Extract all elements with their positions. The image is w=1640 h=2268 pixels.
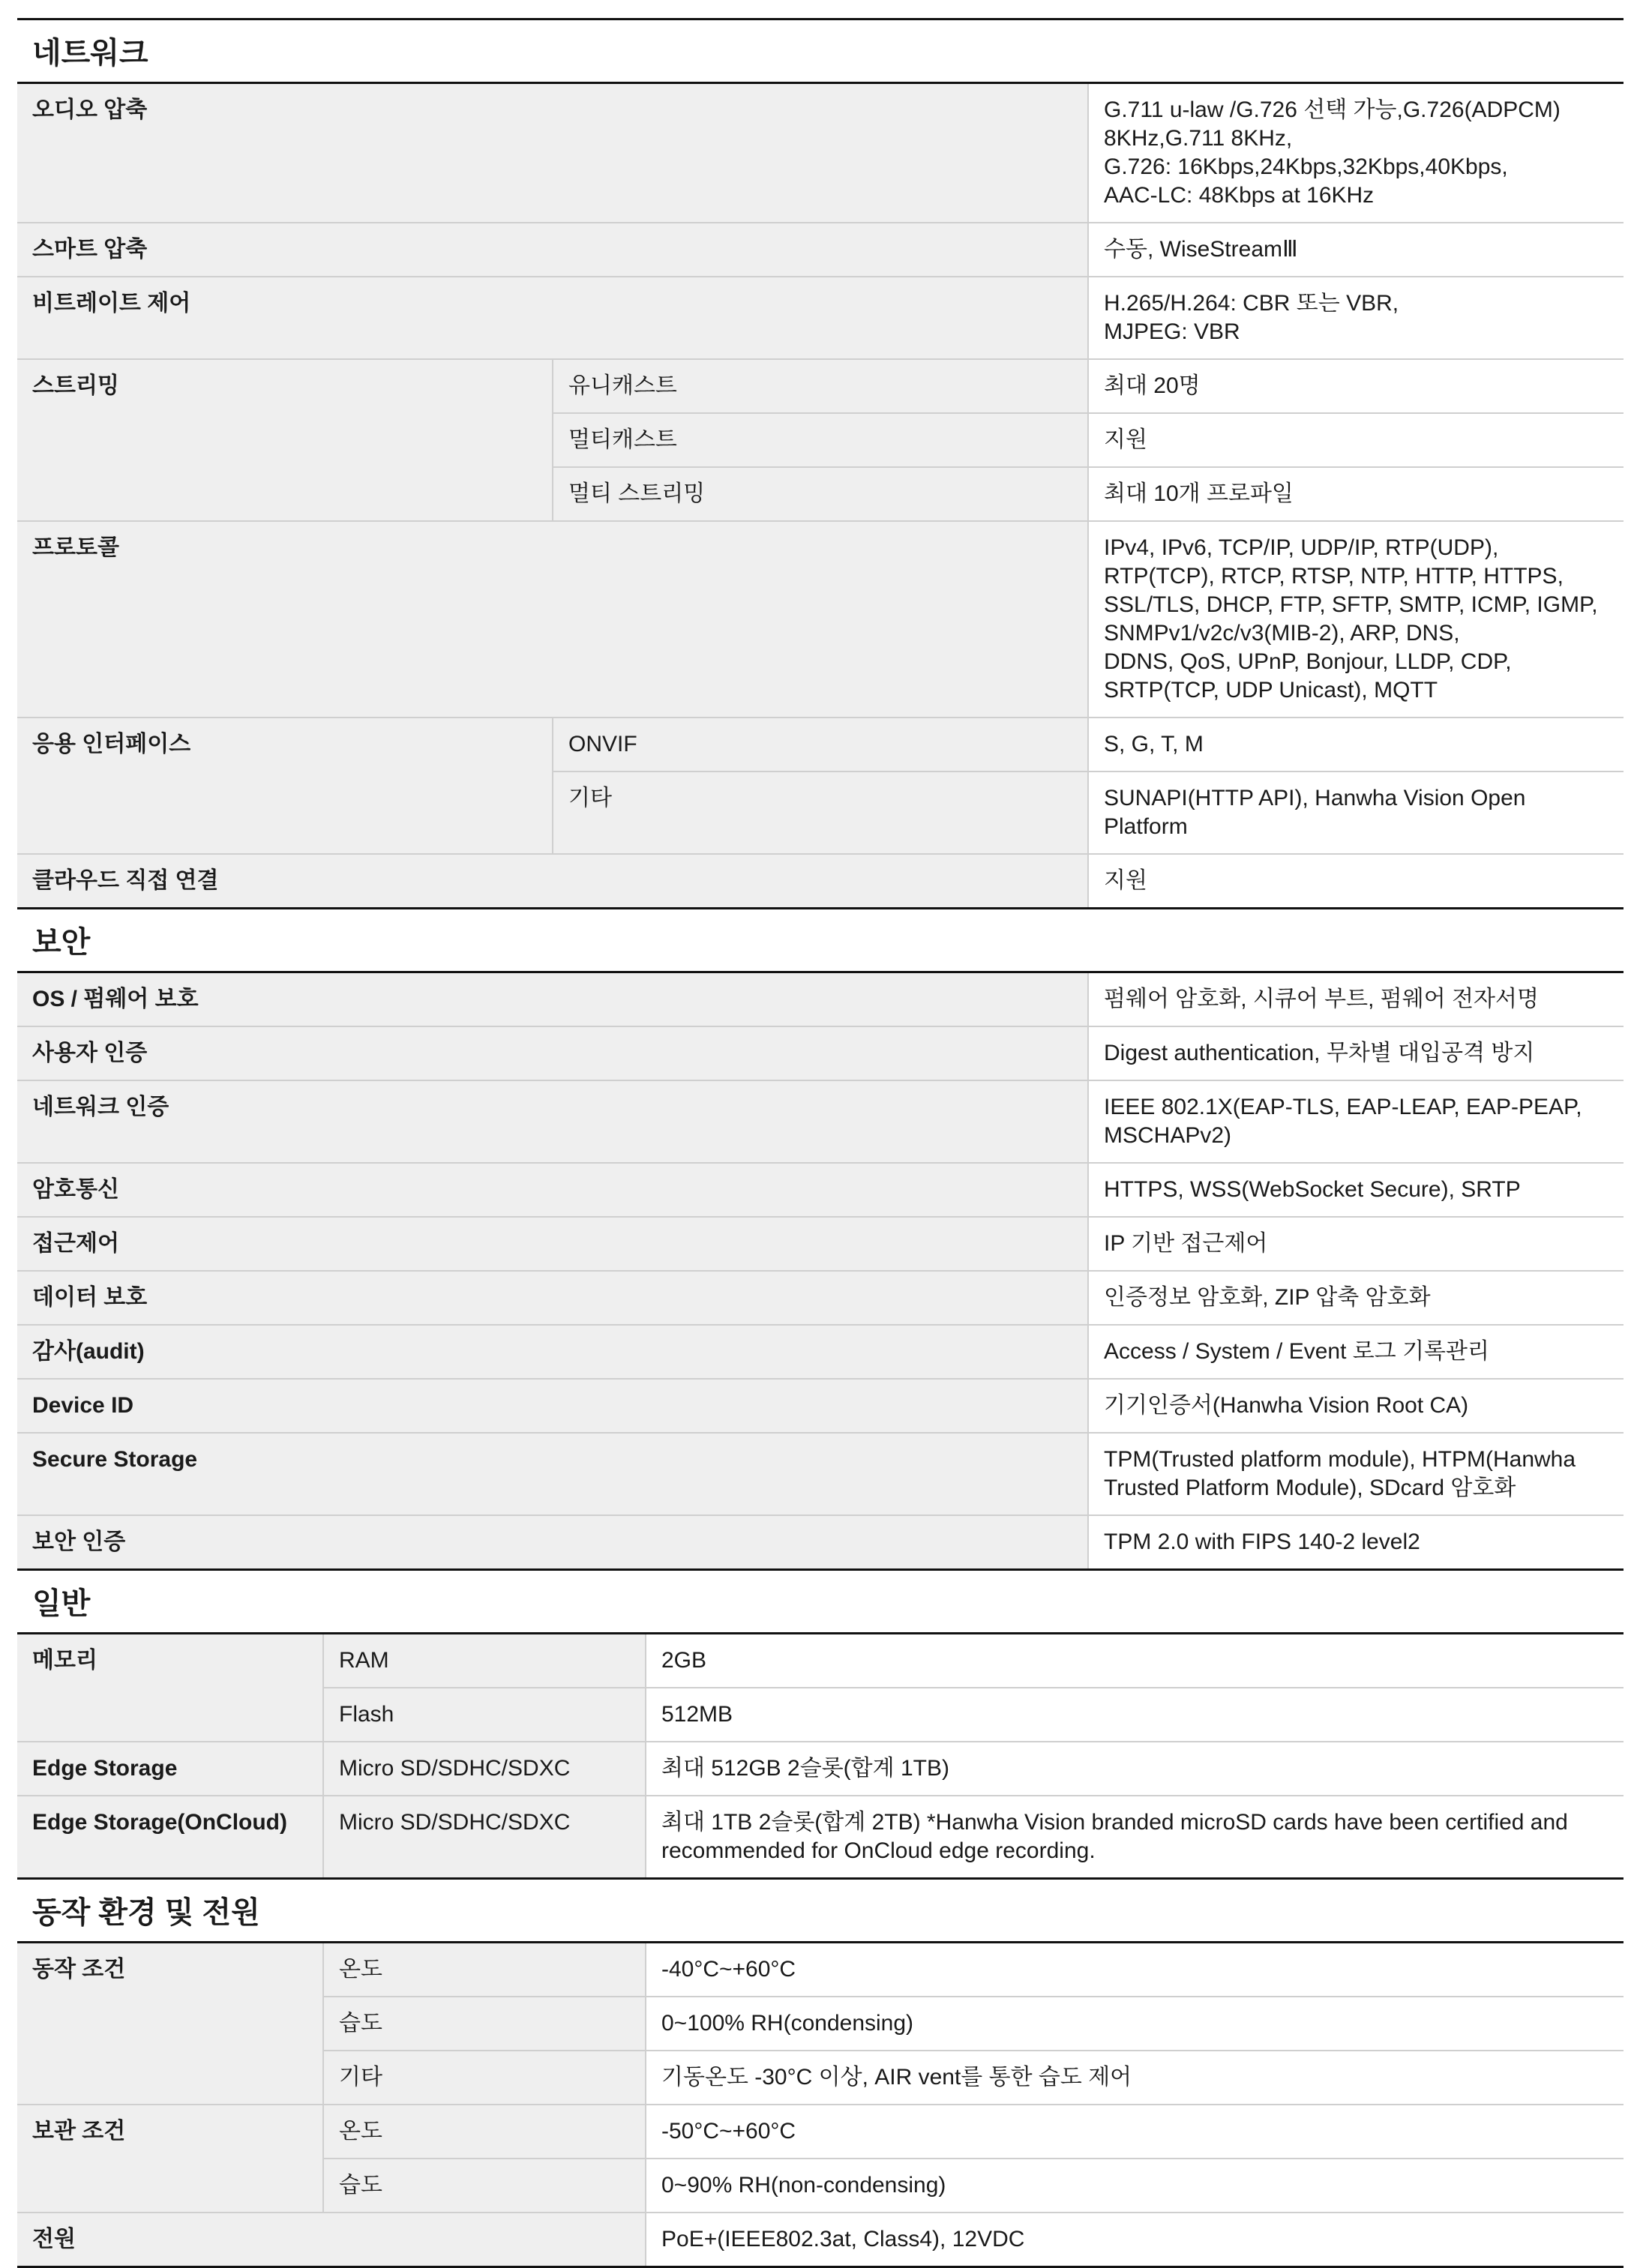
spec-value <box>1088 1080 1624 1163</box>
spec-row <box>17 84 1624 223</box>
spec-sublabel: 멀티 스트리밍 <box>553 467 1088 521</box>
spec-value-line: G.726: 16Kbps,24Kbps,32Kbps,40Kbps, <box>1104 154 1508 179</box>
spec-label: 응용 인터페이스 <box>17 718 553 854</box>
spec-value-line: 2GB <box>661 1648 707 1673</box>
spec-value-line: 지원 <box>1104 427 1147 452</box>
spec-label: 데이터 보호 <box>17 1271 1088 1325</box>
spec-value <box>1088 1325 1624 1379</box>
spec-row <box>17 277 1624 359</box>
spec-label: 프로토콜 <box>17 521 1088 718</box>
spec-row <box>17 1080 1624 1163</box>
spec-sublabel: 습도 <box>323 1997 646 2051</box>
spec-label: Edge Storage <box>17 1742 323 1796</box>
spec-value-line: G.711 u-law /G.726 선택 가능,G.726(ADPCM) 8KHz,G.711 8KHz, <box>1104 97 1561 151</box>
spec-row <box>17 1026 1624 1080</box>
spec-value-line: AAC-LC: 48Kbps at 16KHz <box>1104 183 1375 208</box>
spec-row <box>17 1217 1624 1271</box>
spec-label: 메모리 <box>17 1634 323 1742</box>
spec-row <box>17 521 1624 718</box>
spec-row <box>17 2105 1624 2159</box>
spec-row <box>17 1163 1624 1217</box>
spec-sublabel: RAM <box>323 1634 646 1688</box>
spec-label: OS / 펌웨어 보호 <box>17 973 1088 1026</box>
spec-row <box>17 1796 1624 1877</box>
spec-value <box>1088 413 1624 467</box>
spec-table <box>17 1943 1624 2266</box>
spec-value <box>1088 521 1624 718</box>
spec-value <box>1088 1515 1624 1568</box>
spec-value-line: -50°C~+60°C <box>661 2119 796 2144</box>
spec-value-line: PoE+(IEEE802.3at, Class4), 12VDC <box>661 2227 1025 2252</box>
spec-table <box>17 1634 1624 1877</box>
section-title: 일반 <box>17 1568 1624 1634</box>
section-title: 보안 <box>17 907 1624 973</box>
spec-row <box>17 359 1624 413</box>
spec-sublabel: Flash <box>323 1688 646 1742</box>
spec-row <box>17 1742 1624 1796</box>
section-title: 동작 환경 및 전원 <box>17 1877 1624 1943</box>
spec-row <box>17 1325 1624 1379</box>
spec-value-line: 0~100% RH(condensing) <box>661 2011 914 2036</box>
spec-value-line: TPM 2.0 with FIPS 140-2 level2 <box>1104 1529 1420 1554</box>
spec-value <box>1088 771 1624 854</box>
spec-value-line: SSL/TLS, DHCP, FTP, SFTP, SMTP, ICMP, IGMP, SNMPv1/v2c/v3(MIB-2), ARP, DNS, <box>1104 592 1598 646</box>
spec-row <box>17 1379 1624 1433</box>
spec-label: 접근제어 <box>17 1217 1088 1271</box>
spec-value-line: 지원 <box>1104 868 1147 893</box>
spec-label: 감사(audit) <box>17 1325 1088 1379</box>
spec-row <box>17 1271 1624 1325</box>
spec-value-line: 최대 512GB 2슬롯(합계 1TB) <box>661 1756 949 1781</box>
spec-value-line: S, G, T, M <box>1104 732 1204 756</box>
spec-value <box>646 2159 1624 2213</box>
spec-sublabel: 온도 <box>323 1943 646 1997</box>
spec-row <box>17 854 1624 907</box>
spec-value-line: 최대 10개 프로파일 <box>1104 481 1294 506</box>
spec-value <box>646 1742 1624 1796</box>
spec-label: 사용자 인증 <box>17 1026 1088 1080</box>
spec-sublabel: 기타 <box>323 2051 646 2105</box>
spec-value-line: H.265/H.264: CBR 또는 VBR, <box>1104 291 1399 316</box>
spec-value-line: 기동온도 -30°C 이상, AIR vent를 통한 습도 제어 <box>661 2065 1132 2090</box>
spec-value-line: IEEE 802.1X(EAP-TLS, EAP-LEAP, EAP-PEAP, MSCHAPv2) <box>1104 1095 1582 1148</box>
spec-label: Device ID <box>17 1379 1088 1433</box>
spec-sublabel: 온도 <box>323 2105 646 2159</box>
spec-value <box>1088 973 1624 1026</box>
spec-value-line: recommended for OnCloud edge recording. <box>661 1838 1096 1863</box>
spec-value <box>1088 359 1624 413</box>
spec-value <box>646 2051 1624 2105</box>
spec-value <box>1088 718 1624 771</box>
spec-value-line: Digest authentication, 무차별 대입공격 방지 <box>1104 1041 1535 1065</box>
spec-table <box>17 973 1624 1568</box>
spec-value <box>1088 1217 1624 1271</box>
spec-label: 암호통신 <box>17 1163 1088 1217</box>
spec-value-line: SUNAPI(HTTP API), Hanwha Vision Open Platform <box>1104 786 1526 839</box>
spec-label: 비트레이트 제어 <box>17 277 1088 359</box>
spec-sublabel: Micro SD/SDHC/SDXC <box>323 1742 646 1796</box>
spec-value <box>646 1796 1624 1877</box>
spec-value-line: 512MB <box>661 1702 733 1727</box>
spec-value <box>1088 1433 1624 1515</box>
spec-value <box>646 1634 1624 1688</box>
spec-sublabel: 기타 <box>553 771 1088 854</box>
spec-value <box>1088 277 1624 359</box>
spec-value <box>1088 1379 1624 1433</box>
spec-row <box>17 1634 1624 1688</box>
spec-value <box>1088 1026 1624 1080</box>
spec-sublabel: ONVIF <box>553 718 1088 771</box>
spec-value <box>646 2213 1624 2266</box>
spec-value <box>646 1997 1624 2051</box>
spec-label: Edge Storage(OnCloud) <box>17 1796 323 1877</box>
spec-value-line: 펌웨어 암호화, 시큐어 부트, 펌웨어 전자서명 <box>1104 987 1539 1011</box>
spec-value-line: 최대 20명 <box>1104 373 1201 398</box>
section-title: 네트워크 <box>17 18 1624 84</box>
spec-value-line: Access / System / Event 로그 기록관리 <box>1104 1339 1489 1364</box>
spec-value-line: 0~90% RH(non-condensing) <box>661 2173 946 2198</box>
spec-label: 오디오 압축 <box>17 84 1088 223</box>
spec-row <box>17 2213 1624 2266</box>
spec-table <box>17 84 1624 907</box>
spec-value-line: TPM(Trusted platform module), HTPM(Hanwha Trusted Platform Module), SDcard 암호화 <box>1104 1447 1576 1500</box>
spec-row <box>17 223 1624 277</box>
spec-sheet <box>17 18 1624 2268</box>
spec-value <box>646 1943 1624 1997</box>
spec-row <box>17 1515 1624 1568</box>
spec-value-line: DDNS, QoS, UPnP, Bonjour, LLDP, CDP, SRTP(TCP, UDP Unicast), MQTT <box>1104 649 1512 703</box>
spec-value-line: 인증정보 암호화, ZIP 압축 암호화 <box>1104 1285 1431 1310</box>
spec-value <box>646 2105 1624 2159</box>
spec-value <box>1088 854 1624 907</box>
spec-label: Secure Storage <box>17 1433 1088 1515</box>
spec-label: 클라우드 직접 연결 <box>17 854 1088 907</box>
spec-value <box>1088 84 1624 223</box>
spec-value-line: IPv4, IPv6, TCP/IP, UDP/IP, RTP(UDP), RTP(TCP), RTCP, RTSP, NTP, HTTP, HTTPS, <box>1104 535 1564 589</box>
spec-label: 보안 인증 <box>17 1515 1088 1568</box>
spec-label: 스트리밍 <box>17 359 553 521</box>
spec-label: 스마트 압축 <box>17 223 1088 277</box>
spec-value-line: 기기인증서(Hanwha Vision Root CA) <box>1104 1393 1469 1418</box>
spec-label: 동작 조건 <box>17 1943 323 2105</box>
spec-value-line: 최대 1TB 2슬롯(합계 2TB) *Hanwha Vision branded microSD cards have been certified and <box>661 1810 1568 1835</box>
spec-label: 보관 조건 <box>17 2105 323 2213</box>
spec-row <box>17 718 1624 771</box>
spec-value <box>1088 223 1624 277</box>
spec-value <box>1088 467 1624 521</box>
spec-row <box>17 973 1624 1026</box>
spec-sublabel: Micro SD/SDHC/SDXC <box>323 1796 646 1877</box>
spec-value-line: 수동, WiseStreamⅢ <box>1104 237 1298 262</box>
spec-row <box>17 1943 1624 1997</box>
spec-sublabel: 멀티캐스트 <box>553 413 1088 467</box>
spec-value-line: IP 기반 접근제어 <box>1104 1231 1268 1256</box>
spec-value <box>646 1688 1624 1742</box>
spec-value <box>1088 1271 1624 1325</box>
spec-sublabel: 유니캐스트 <box>553 359 1088 413</box>
spec-label: 네트워크 인증 <box>17 1080 1088 1163</box>
spec-sublabel: 습도 <box>323 2159 646 2213</box>
spec-value <box>1088 1163 1624 1217</box>
spec-label: 전원 <box>17 2213 646 2266</box>
spec-value-line: -40°C~+60°C <box>661 1957 796 1982</box>
spec-value-line: MJPEG: VBR <box>1104 319 1240 344</box>
spec-value-line: HTTPS, WSS(WebSocket Secure), SRTP <box>1104 1177 1521 1202</box>
spec-row <box>17 1433 1624 1515</box>
